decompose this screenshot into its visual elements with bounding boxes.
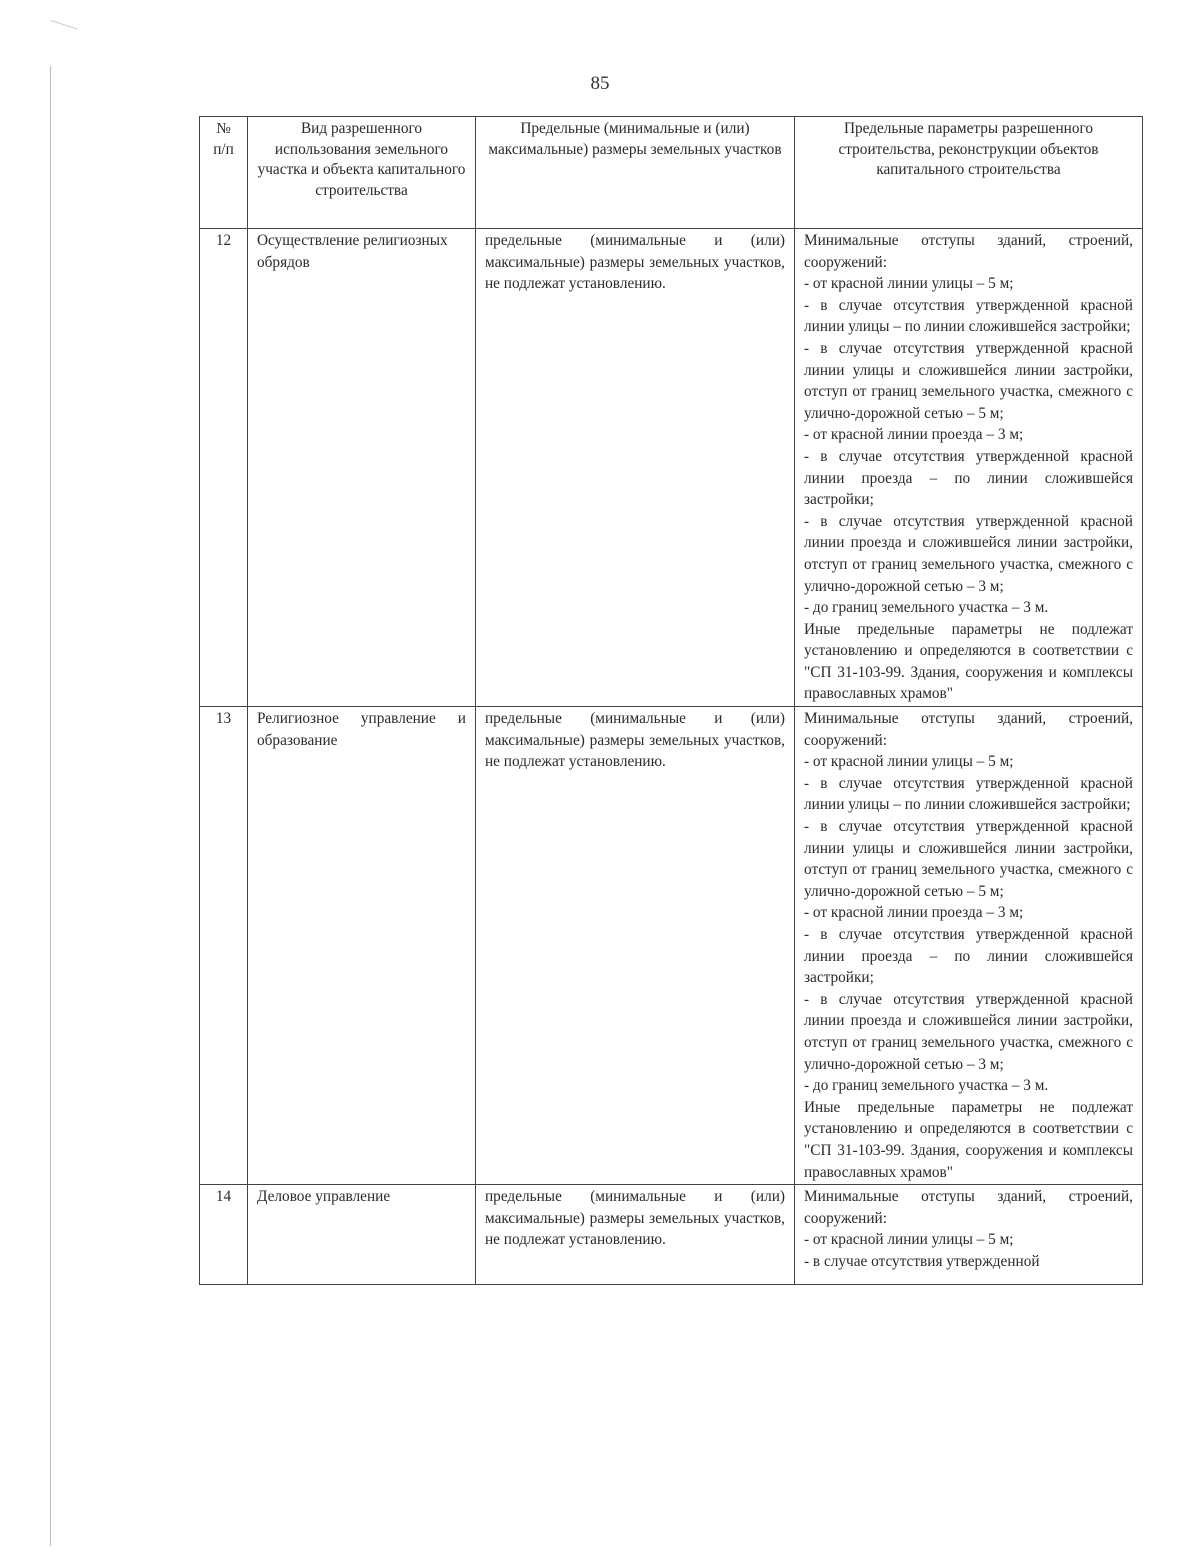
plot-sizes: предельные (минимальные и (или) максимальные) размеры земельных участков, не подлежат установлению. — [476, 707, 795, 1185]
plot-sizes: предельные (минимальные и (или) максимальные) размеры земельных участков, не подлежат установлению. — [476, 1185, 795, 1285]
parameter-line: - в случае отсутствия утвержденной красной линии проезда – по линии сложившейся застройки; — [804, 926, 1133, 987]
page-number: 85 — [590, 73, 610, 94]
parameter-line: - от красной линии проезда – 3 м; — [804, 904, 1024, 922]
header-plot-sizes: Предельные (минимальные и (или) максимальные) размеры земельных участков — [476, 117, 795, 229]
parameter-line: - в случае отсутствия утвержденной красной линии улицы – по линии сложившейся застройки; — [804, 774, 1133, 814]
parameter-line: Минимальные отступы зданий, строений, сооружений: — [804, 710, 1133, 749]
header-permitted-use: Вид разрешенного использования земельного участка и объекта капитального строительства — [248, 117, 476, 229]
row-number: 12 — [200, 229, 248, 707]
permitted-use: Религиозное управление и образование — [248, 707, 476, 1185]
header-construction-parameters: Предельные параметры разрешенного строительства, реконструкции объектов капитального строительства — [795, 117, 1143, 229]
parameter-line: - от красной линии улицы – 5 м; — [804, 753, 1014, 771]
row-number: 14 — [200, 1185, 248, 1285]
parameter-line: - в случае отсутствия утвержденной красной линии улицы и сложившейся линии застройки, отступ от границ земельного участка, смежного с улично-дорожной сетью – 5 м; — [804, 818, 1133, 900]
binding-margin-line — [50, 66, 51, 1546]
table-row — [200, 1185, 1143, 1285]
construction-parameters — [795, 229, 1143, 707]
scan-corner-mark — [46, 20, 77, 43]
parameter-line: Иные предельные параметры не подлежат установлению и определяются в соответствии с "СП 31-103-99. Здания, сооружения и комплексы православных храмов" — [804, 620, 1133, 703]
parameter-line: - в случае отсутствия утвержденной красной линии проезда и сложившейся линии застройки, отступ от границ земельного участка, смежного с улично-дорожной сетью – 3 м; — [804, 990, 1133, 1073]
parameter-line: - в случае отсутствия утвержденной красной линии улицы и сложившейся линии застройки, отступ от границ земельного участка, смежного с улично-дорожной сетью – 5 м; — [804, 339, 1133, 422]
parameter-line: - в случае отсутствия утвержденной красной линии проезда и сложившейся линии застройки, отступ от границ земельного участка, смежного с улично-дорожной сетью – 3 м; — [804, 512, 1133, 595]
parameter-line: - в случае отсутствия утвержденной — [804, 1252, 1040, 1270]
parameter-line: Иные предельные параметры не подлежат установлению и определяются в соответствии с "СП 31-103-99. Здания, сооружения и комплексы православных храмов" — [804, 1098, 1133, 1181]
header-number: № п/п — [200, 117, 248, 229]
table-row — [200, 229, 1143, 707]
parameter-line: - в случае отсутствия утвержденной красной линии проезда – по линии сложившейся застройки; — [804, 447, 1133, 509]
parameter-line: - до границ земельного участка – 3 м. — [804, 1077, 1049, 1095]
parameter-line: Минимальные отступы зданий, строений, сооружений: — [804, 232, 1133, 271]
parameter-line: - до границ земельного участка – 3 м. — [804, 599, 1049, 617]
construction-parameters — [795, 707, 1143, 1185]
parameter-line: Минимальные отступы зданий, строений, сооружений: — [804, 1188, 1133, 1227]
parameter-line: - в случае отсутствия утвержденной красной линии улицы – по линии сложившейся застройки; — [804, 296, 1133, 336]
table-header-row — [200, 117, 1143, 229]
parameter-line: - от красной линии проезда – 3 м; — [804, 426, 1024, 444]
plot-sizes: предельные (минимальные и (или) максимальные) размеры земельных участков, не подлежат установлению. — [476, 229, 795, 707]
parameter-line: - от красной линии улицы – 5 м; — [804, 275, 1014, 293]
construction-parameters — [795, 1185, 1143, 1285]
row-number: 13 — [200, 707, 248, 1185]
parameter-line: - от красной линии улицы – 5 м; — [804, 1231, 1014, 1249]
permitted-use: Деловое управление — [248, 1185, 476, 1285]
land-use-regulations-table — [199, 116, 1143, 1285]
table-row — [200, 707, 1143, 1185]
permitted-use: Осуществление религиозных обрядов — [248, 229, 476, 707]
